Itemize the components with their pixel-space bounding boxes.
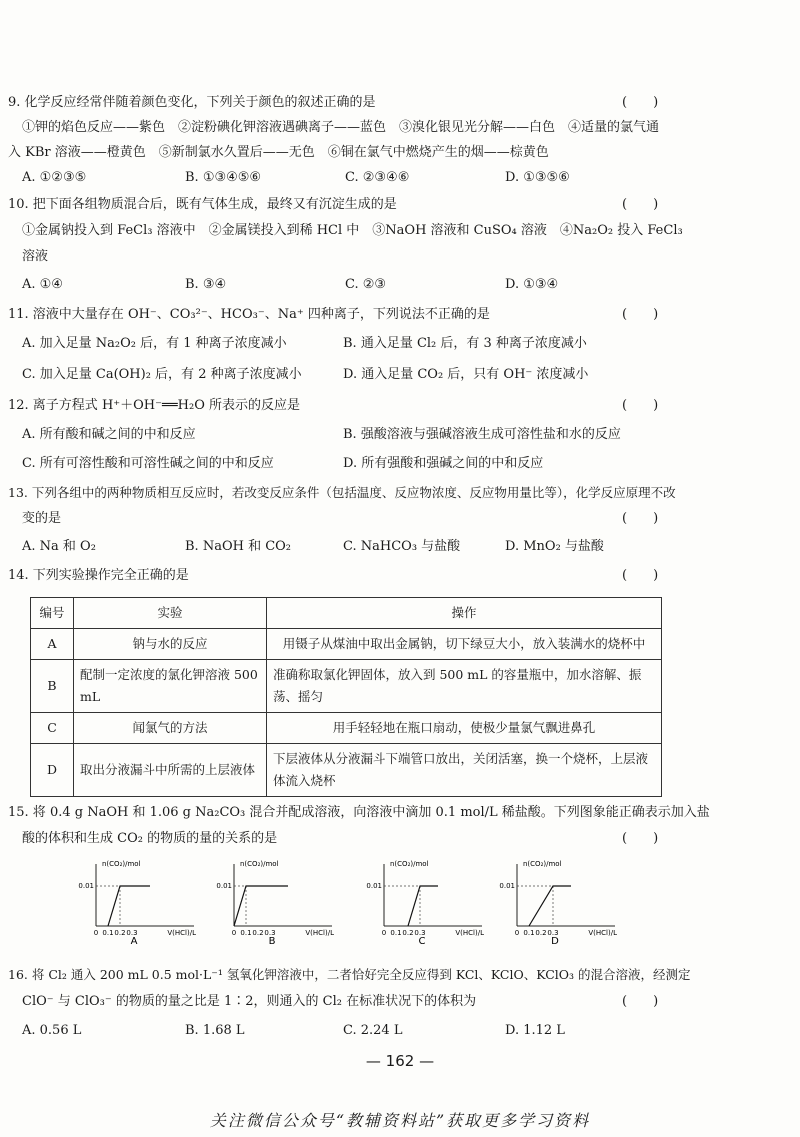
q11-option-c: C. 加入足量 Ca(OH)₂ 后，有 2 种离子浓度减小 — [22, 367, 302, 382]
x-tick-label: 0 — [381, 929, 387, 937]
y-tick-label: 0.01 — [78, 882, 94, 890]
graph-label: A — [130, 936, 138, 947]
q9-stem: 9. 化学反应经常伴随着颜色变化，下列关于颜色的叙述正确的是 — [8, 95, 376, 110]
y-axis-label: n(CO₂)/mol — [240, 860, 279, 868]
q10-line2: ①金属钠投入到 FeCl₃ 溶液中 ②金属镁投入到稀 HCl 中 ③NaOH 溶液和 CuSO₄ 溶液 ④Na₂O₂ 投入 FeCl₃ — [22, 223, 683, 238]
x-tick-label: 0.2 — [402, 929, 414, 937]
row-operation: 用手轻轻地在瓶口扇动，使极少量氯气飘进鼻孔 — [267, 713, 662, 744]
q12-answer-paren: ( ) — [622, 398, 659, 413]
series-line — [108, 886, 150, 926]
page-number: — 162 — — [365, 1052, 435, 1070]
graph-a — [78, 858, 204, 952]
row-experiment: 取出分液漏斗中所需的上层液体 — [74, 744, 267, 797]
x-tick-label: 0.2 — [252, 929, 264, 937]
q16-option-d: D. 1.12 L — [505, 1023, 565, 1038]
q10-option-c: C. ②③ — [345, 277, 387, 292]
y-tick-label: 0.01 — [366, 882, 382, 890]
q11-stem: 11. 溶液中大量存在 OH⁻、CO₃²⁻、HCO₃⁻、Na⁺ 四种离子，下列说法不正确的是 — [8, 307, 490, 322]
graph-svg — [366, 858, 492, 948]
x-tick-label: 0.3 — [547, 929, 559, 937]
x-tick-label: 0.3 — [126, 929, 138, 937]
q9-line2: ①钾的焰色反应——紫色 ②淀粉碘化钾溶液遇碘离子——蓝色 ③溴化银见光分解——白色 ④适量的氯气通 — [22, 120, 660, 135]
graph-label: C — [418, 936, 426, 947]
q13-option-c: C. NaHCO₃ 与盐酸 — [343, 539, 461, 554]
q16-option-a: A. 0.56 L — [22, 1023, 82, 1038]
graph-b — [216, 858, 342, 952]
q11-answer-paren: ( ) — [622, 307, 659, 322]
x-tick-label: 0.3 — [264, 929, 276, 937]
series-line — [234, 886, 288, 926]
q12-option-b: B. 强酸溶液与强碱溶液生成可溶性盐和水的反应 — [343, 427, 621, 442]
table-row — [31, 744, 662, 797]
x-tick-label: 0 — [231, 929, 237, 937]
row-experiment: 闻氯气的方法 — [74, 713, 267, 744]
x-tick-label: 0.3 — [414, 929, 426, 937]
q9-option-d: D. ①③⑤⑥ — [505, 170, 570, 185]
q9-option-c: C. ②③④⑥ — [345, 170, 410, 185]
q10-option-b: B. ③④ — [185, 277, 227, 292]
series-line — [408, 886, 438, 926]
row-id: C — [31, 713, 74, 744]
q12-option-a: A. 所有酸和碱之间的中和反应 — [22, 427, 196, 442]
q10-line3: 溶液 — [22, 249, 49, 264]
row-id: D — [31, 744, 74, 797]
experiment-table — [30, 597, 662, 797]
table-header-row — [31, 598, 662, 629]
table-row — [31, 629, 662, 660]
header-experiment: 实验 — [74, 598, 267, 629]
q10-answer-paren: ( ) — [622, 197, 659, 212]
q13-answer-paren: ( ) — [622, 511, 659, 526]
x-tick-label: 0.2 — [114, 929, 126, 937]
x-axis-label: V(HCl)/L — [455, 929, 484, 937]
row-id: B — [31, 660, 74, 713]
q9-option-a: A. ①②③⑤ — [22, 170, 87, 185]
q16-option-b: B. 1.68 L — [185, 1023, 245, 1038]
q11-option-d: D. 通入足量 CO₂ 后，只有 OH⁻ 浓度减小 — [343, 367, 589, 382]
y-tick-label: 0.01 — [499, 882, 515, 890]
x-tick-label: 0.1 — [102, 929, 114, 937]
graph-c — [366, 858, 492, 952]
q16-stem: 16. 将 Cl₂ 通入 200 mL 0.5 mol·L⁻¹ 氢氧化钾溶液中，二者恰好完全反应得到 KCl、KClO、KClO₃ 的混合溶液，经测定 — [8, 967, 691, 982]
header-id: 编号 — [31, 598, 74, 629]
q11-option-a: A. 加入足量 Na₂O₂ 后，有 1 种离子浓度减小 — [22, 336, 287, 351]
row-id: A — [31, 629, 74, 660]
graph-svg — [499, 858, 625, 948]
graph-label: D — [551, 936, 559, 947]
x-tick-label: 0.1 — [240, 929, 252, 937]
q13-line2: 变的是 — [22, 511, 62, 526]
series-line — [529, 886, 571, 926]
q10-option-a: A. ①④ — [22, 277, 63, 292]
q14-stem: 14. 下列实验操作完全正确的是 — [8, 568, 189, 583]
x-tick-label: 0.1 — [390, 929, 402, 937]
q15-line2: 酸的体积和生成 CO₂ 的物质的量的关系的是 — [22, 831, 278, 846]
x-axis-label: V(HCl)/L — [588, 929, 617, 937]
q11-option-b: B. 通入足量 Cl₂ 后，有 3 种离子浓度减小 — [343, 336, 587, 351]
footer-note: 关注微信公众号“教辅资料站”获取更多学习资料 — [209, 1111, 591, 1130]
q12-option-d: D. 所有强酸和强碱之间的中和反应 — [343, 456, 544, 471]
q13-option-b: B. NaOH 和 CO₂ — [185, 539, 292, 554]
row-experiment: 钠与水的反应 — [74, 629, 267, 660]
row-operation: 用镊子从煤油中取出金属钠，切下绿豆大小，放入装满水的烧杯中 — [267, 629, 662, 660]
row-operation: 准确称取氯化钾固体，放入到 500 mL 的容量瓶中，加水溶解、振荡、摇匀 — [267, 660, 662, 713]
q16-line2: ClO⁻ 与 ClO₃⁻ 的物质的量之比是 1∶2，则通入的 Cl₂ 在标准状况下的体积为 — [22, 994, 477, 1009]
graph-label: B — [268, 936, 276, 947]
row-operation: 下层液体从分液漏斗下端管口放出，关闭活塞，换一个烧杯，上层液体流入烧杯 — [267, 744, 662, 797]
q9-answer-paren: ( ) — [622, 95, 659, 110]
row-experiment: 配制一定浓度的氯化钾溶液 500 mL — [74, 660, 267, 713]
header-operation: 操作 — [267, 598, 662, 629]
x-tick-label: 0.1 — [523, 929, 535, 937]
x-axis-label: V(HCl)/L — [305, 929, 334, 937]
table-row — [31, 660, 662, 713]
q13-stem: 13. 下列各组中的两种物质相互反应时，若改变反应条件（包括温度、反应物浓度、反应物用量比等），化学反应原理不改 — [8, 485, 676, 500]
graph-svg — [78, 858, 204, 948]
q13-option-d: D. MnO₂ 与盐酸 — [505, 539, 604, 554]
q14-answer-paren: ( ) — [622, 568, 659, 583]
graph-svg — [216, 858, 342, 948]
q16-option-c: C. 2.24 L — [343, 1023, 403, 1038]
y-axis-label: n(CO₂)/mol — [102, 860, 141, 868]
graph-d — [499, 858, 625, 952]
y-axis-label: n(CO₂)/mol — [390, 860, 429, 868]
q15-stem: 15. 将 0.4 g NaOH 和 1.06 g Na₂CO₃ 混合并配成溶液，向溶液中滴加 0.1 mol/L 稀盐酸。下列图象能正确表示加入盐 — [8, 805, 710, 820]
q10-option-d: D. ①③④ — [505, 277, 559, 292]
q16-answer-paren: ( ) — [622, 994, 659, 1009]
q9-line3: 入 KBr 溶液——橙黄色 ⑤新制氯水久置后——无色 ⑥铜在氯气中燃烧产生的烟——棕黄色 — [8, 145, 549, 160]
y-axis-label: n(CO₂)/mol — [523, 860, 562, 868]
x-axis-label: V(HCl)/L — [167, 929, 196, 937]
y-tick-label: 0.01 — [216, 882, 232, 890]
q15-answer-paren: ( ) — [622, 831, 659, 846]
x-tick-label: 0 — [93, 929, 99, 937]
q12-stem: 12. 离子方程式 H⁺＋OH⁻══H₂O 所表示的反应是 — [8, 398, 300, 413]
q13-option-a: A. Na 和 O₂ — [22, 539, 96, 554]
q10-stem: 10. 把下面各组物质混合后，既有气体生成，最终又有沉淀生成的是 — [8, 197, 397, 212]
table-row — [31, 713, 662, 744]
q9-option-b: B. ①③④⑤⑥ — [185, 170, 262, 185]
x-tick-label: 0.2 — [535, 929, 547, 937]
x-tick-label: 0 — [514, 929, 520, 937]
q12-option-c: C. 所有可溶性酸和可溶性碱之间的中和反应 — [22, 456, 274, 471]
